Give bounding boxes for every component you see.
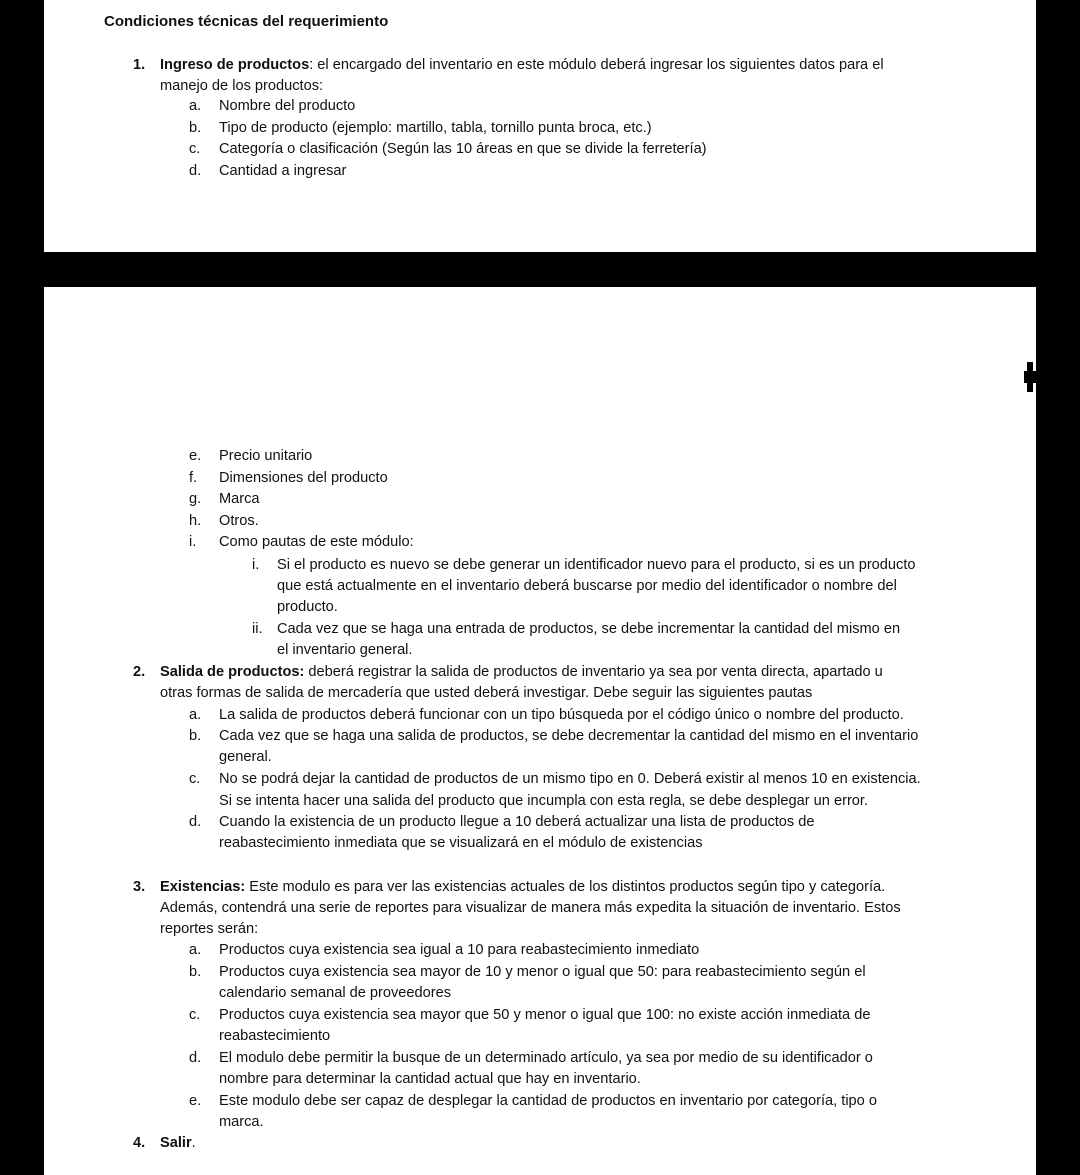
section-2-intro-line-2: otras formas de salida de mercadería que usted deberá investigar. Debe seguir las siguientes pautas	[160, 685, 813, 701]
list-item-line: Si se intenta hacer una salida del producto que incumpla con esta regla, se debe desplegar un error.	[219, 793, 869, 809]
section-3-intro-line-2: Además, contendrá una serie de reportes para visualizar de manera más expedita la situación de inventario. Estos	[160, 900, 901, 916]
list-item: Otros.	[219, 513, 259, 529]
sublist-marker: i.	[252, 557, 260, 573]
list-marker: i.	[189, 534, 197, 550]
sublist-line: producto.	[277, 599, 338, 615]
page-break-marker-icon	[1024, 362, 1036, 392]
section-4-title: Salir	[160, 1135, 192, 1151]
list-item-line: nombre para determinar la cantidad actual que hay en inventario.	[219, 1071, 641, 1087]
list-item-line: Cada vez que se haga una salida de productos, se debe decrementar la cantidad del mismo en el inventario	[219, 728, 919, 744]
list-item-line: La salida de productos deberá funcionar con un tipo búsqueda por el código único o nombre del producto.	[219, 707, 904, 723]
list-marker: h.	[189, 513, 202, 529]
list-item-line: El modulo debe permitir la busque de un determinado artículo, ya sea por medio de su identificador o	[219, 1050, 873, 1066]
list-item-line: calendario semanal de proveedores	[219, 985, 452, 1001]
list-item-line: Productos cuya existencia sea igual a 10 para reabastecimiento inmediato	[219, 942, 700, 958]
list-marker: c.	[189, 771, 201, 787]
list-item-line: general.	[219, 749, 272, 765]
list-marker: e.	[189, 448, 202, 464]
list-marker: g.	[189, 491, 202, 507]
list-item: Dimensiones del producto	[219, 470, 388, 486]
sublist-line: que está actualmente en el inventario deberá buscarse por medio del identificador o nombre del	[277, 578, 897, 594]
list-marker: f.	[189, 470, 198, 486]
list-marker: a.	[189, 98, 202, 114]
list-marker: a.	[189, 707, 202, 723]
section-1-intro-line-2: manejo de los productos:	[160, 78, 324, 94]
section-1-intro-line-1: Ingreso de productos: el encargado del inventario en este módulo deberá ingresar los siguientes datos para el	[160, 57, 884, 73]
list-marker: d.	[189, 1050, 202, 1066]
section-2-title: Salida de productos:	[160, 664, 305, 680]
list-item-line: marca.	[219, 1114, 264, 1130]
list-marker: c.	[189, 141, 201, 157]
list-item: Como pautas de este módulo:	[219, 534, 414, 550]
section-3-number: 3.	[133, 879, 146, 895]
sublist-line: el inventario general.	[277, 642, 413, 658]
section-4-number: 4.	[133, 1135, 146, 1151]
sublist-marker: ii.	[252, 621, 263, 637]
list-item-line: reabastecimiento inmediata que se visualizará en el módulo de existencias	[219, 835, 703, 851]
list-item: Precio unitario	[219, 448, 313, 464]
list-item-line: Productos cuya existencia sea mayor de 10 y menor o igual que 50: para reabastecimiento según el	[219, 964, 866, 980]
list-item-line: Cuando la existencia de un producto llegue a 10 deberá actualizar una lista de productos de	[219, 814, 815, 830]
list-marker: e.	[189, 1093, 202, 1109]
document-heading: Condiciones técnicas del requerimiento	[104, 13, 389, 30]
list-item: Cantidad a ingresar	[219, 163, 347, 179]
list-item: Marca	[219, 491, 260, 507]
list-item: Nombre del producto	[219, 98, 356, 114]
section-1-number: 1.	[133, 57, 146, 73]
list-marker: d.	[189, 814, 202, 830]
list-marker: b.	[189, 120, 202, 136]
list-marker: b.	[189, 964, 202, 980]
section-4-line: Salir.	[160, 1135, 196, 1151]
sublist-line: Cada vez que se haga una entrada de productos, se debe incrementar la cantidad del mismo en	[277, 621, 901, 637]
list-item-line: reabastecimiento	[219, 1028, 331, 1044]
sublist-line: Si el producto es nuevo se debe generar un identificador nuevo para el producto, si es un producto	[277, 557, 916, 573]
list-item-line: Productos cuya existencia sea mayor que 50 y menor o igual que 100: no existe acción inmediata de	[219, 1007, 871, 1023]
section-3-intro-line-1: Existencias: Este modulo es para ver las existencias actuales de los distintos productos según tipo y categoría.	[160, 879, 886, 895]
section-2-intro-line-1: Salida de productos: deberá registrar la salida de productos de inventario ya sea por venta directa, apartado u	[160, 664, 883, 680]
list-item-line: Este modulo debe ser capaz de desplegar la cantidad de productos en inventario por categoría, tipo o	[219, 1093, 877, 1109]
list-item-line: No se podrá dejar la cantidad de productos de un mismo tipo en 0. Deberá existir al menos 10 en existencia.	[219, 771, 921, 787]
section-2-number: 2.	[133, 664, 146, 680]
list-marker: a.	[189, 942, 202, 958]
list-item: Categoría o clasificación (Según las 10 áreas en que se divide la ferretería)	[219, 141, 707, 157]
list-marker: c.	[189, 1007, 201, 1023]
list-marker: d.	[189, 163, 202, 179]
section-3-intro-line-3: reportes serán:	[160, 921, 259, 937]
section-1-title: Ingreso de productos	[160, 57, 310, 73]
list-item: Tipo de producto (ejemplo: martillo, tabla, tornillo punta broca, etc.)	[219, 120, 652, 136]
list-marker: b.	[189, 728, 202, 744]
section-3-title: Existencias:	[160, 879, 246, 895]
